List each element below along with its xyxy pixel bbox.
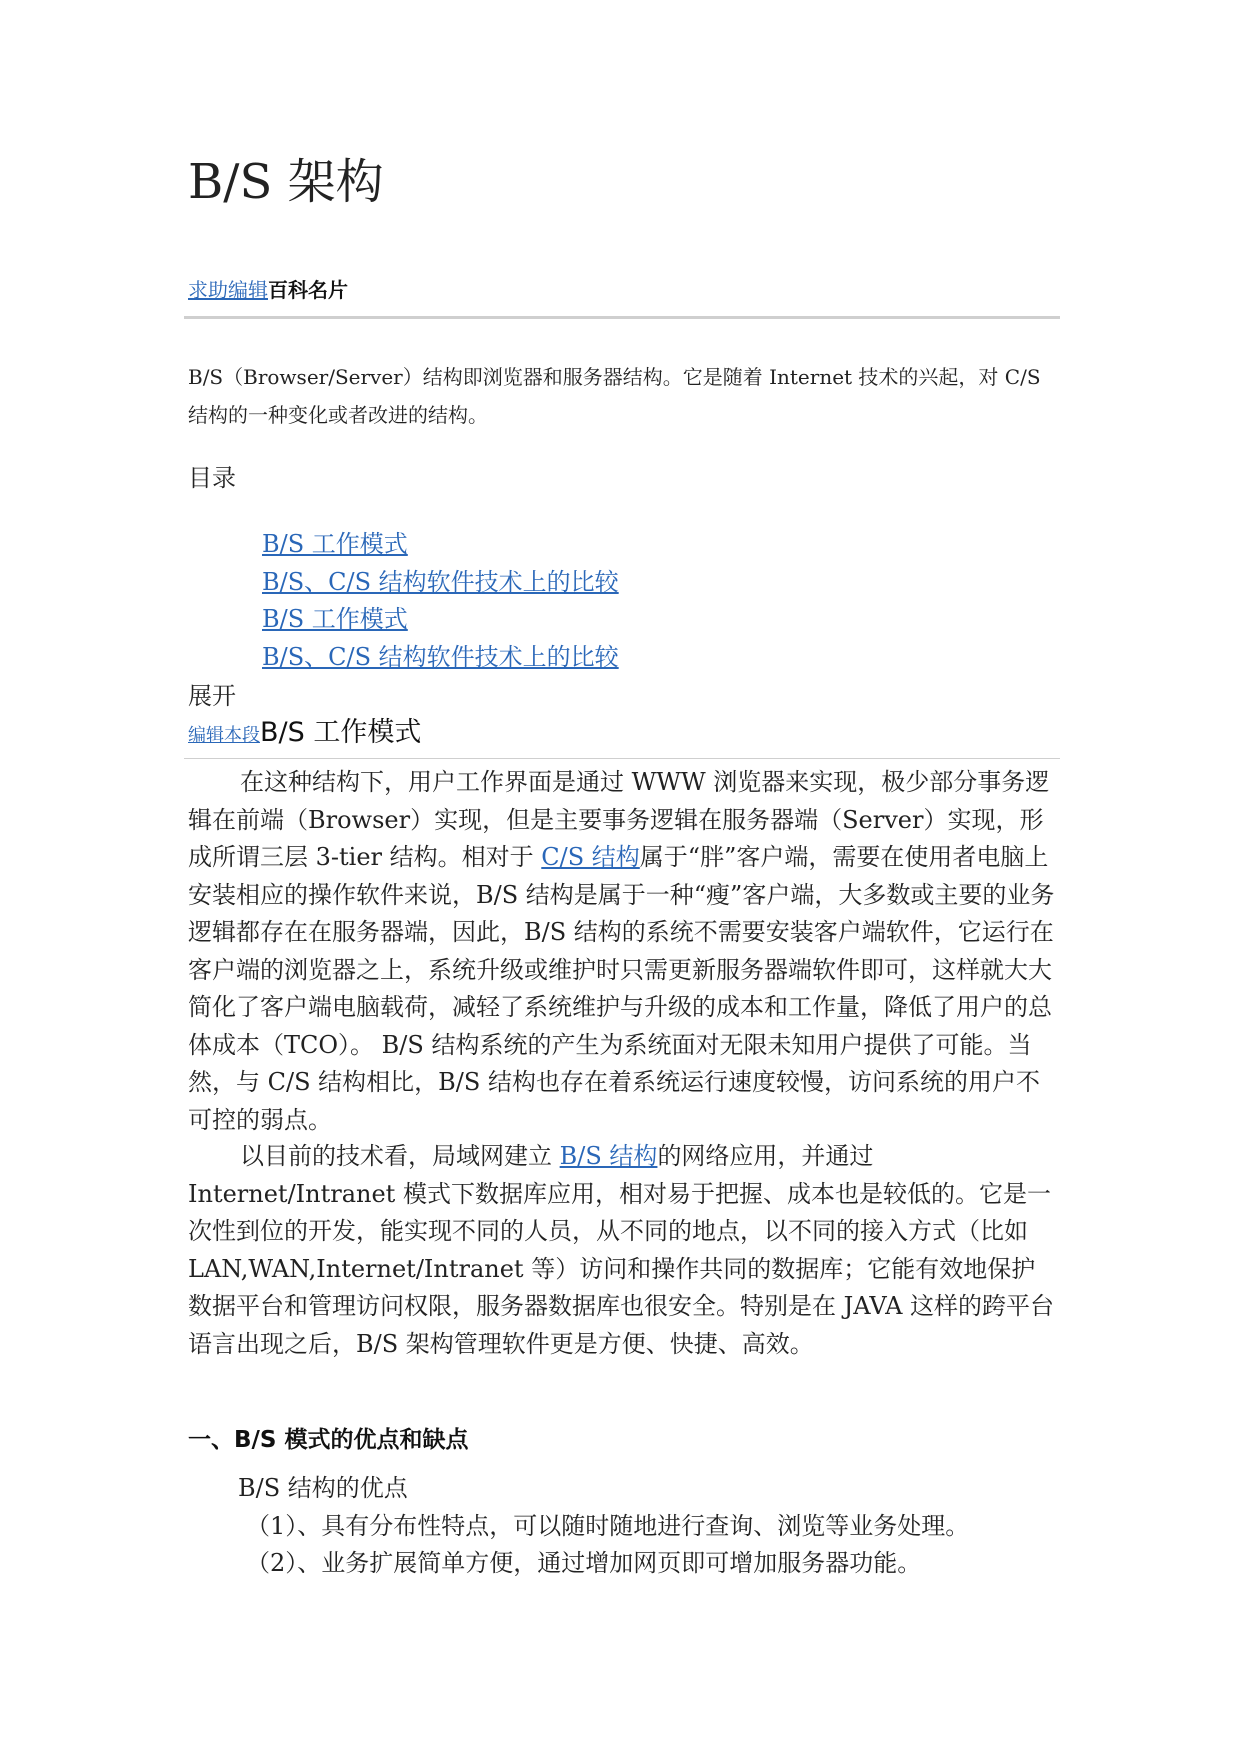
list-item: （2）、业务扩展简单方便，通过增加网页即可增加服务器功能。: [246, 1549, 922, 1577]
edit-section-link[interactable]: 编辑本段: [188, 725, 260, 746]
cs-structure-link[interactable]: C/S 结构: [541, 843, 640, 871]
section-header: [188, 714, 421, 755]
expand-toggle[interactable]: 展开: [188, 682, 236, 710]
intro-paragraph: B/S（Browser/Server）结构即浏览器和服务器结构。它是随着 Internet 技术的兴起，对 C/S 结构的一种变化或者改进的结构。: [188, 365, 1041, 427]
list-item: （1）、具有分布性特点，可以随时随地进行查询、浏览等业务处理。: [246, 1511, 970, 1540]
help-edit-link[interactable]: 求助编辑: [188, 278, 268, 302]
subsection-heading: 一、B/S 模式的优点和缺点: [188, 1427, 469, 1453]
table-of-contents: [262, 526, 619, 676]
section-heading: B/S 工作模式: [260, 717, 422, 748]
paragraph-text: 以目前的技术看，局域网建立: [240, 1142, 560, 1170]
toc-link[interactable]: B/S、C/S 结构软件技术上的比较: [262, 567, 619, 596]
bs-structure-link[interactable]: B/S 结构: [559, 1142, 658, 1170]
toc-link[interactable]: B/S 工作模式: [262, 605, 408, 633]
body-paragraph-1: [188, 764, 1058, 1139]
paragraph-text: 的网络应用，并通过 Internet/Intranet 模式下数据库应用，相对易于把握、成本也是较低的。它是一次性到位的开发，能实现不同的人员，从不同的地点，以不同的接入方式（比如 LAN,WAN,Internet/Intranet 等）访问和操作共同的数据库；它能有效地保护数据平台和管理访问权限，服务器数据库也很安全。特别是在 JAVA 这样的跨平台语言出现之后，B/S 架构管理软件更是方便、快捷、高效。: [188, 1142, 1055, 1358]
paragraph-text: 属于“胖”客户端，需要在使用者电脑上安装相应的操作软件来说，B/S 结构是属于一种“瘦”客户端，大多数或主要的业务逻辑都存在在服务器端，因此，B/S 结构的系统不需要安装客户端软件，它运行在客户端的浏览器之上，系统升级或维护时只需更新服务器端软件即可，这样就大大简化了客户端电脑载荷，减轻了系统维护与升级的成本和工作量，降低了用户的总体成本（TCO）。 B/S 结构系统的产生为系统面对无限未知用户提供了可能。当然，与 C/S 结构相比，B/S 结构也存在着系统运行速度较慢，访问系统的用户不可控的弱点。: [188, 843, 1055, 1134]
paragraph-text: 在这种结构下，用户工作界面是通过 WWW 浏览器来实现，极少部分事务逻辑在前端（Browser）实现，但是主要事务逻辑在服务器端（Server）实现，形成所谓三层 3-tier 结构。相对于: [188, 768, 1050, 871]
toc-link[interactable]: B/S、C/S 结构软件技术上的比较: [262, 642, 619, 671]
advantages-title: B/S 结构的优点: [238, 1474, 408, 1502]
toc-link[interactable]: B/S 工作模式: [262, 530, 408, 558]
title-bar: [188, 276, 348, 304]
page-title: B/S 架构: [188, 154, 384, 210]
toc-title: 目录: [188, 464, 236, 492]
divider: [184, 316, 1060, 319]
section-divider: [184, 758, 1060, 759]
advantages-list: [238, 1470, 969, 1583]
card-label: 百科名片: [268, 278, 348, 302]
body-paragraph-2: [188, 1138, 1058, 1363]
